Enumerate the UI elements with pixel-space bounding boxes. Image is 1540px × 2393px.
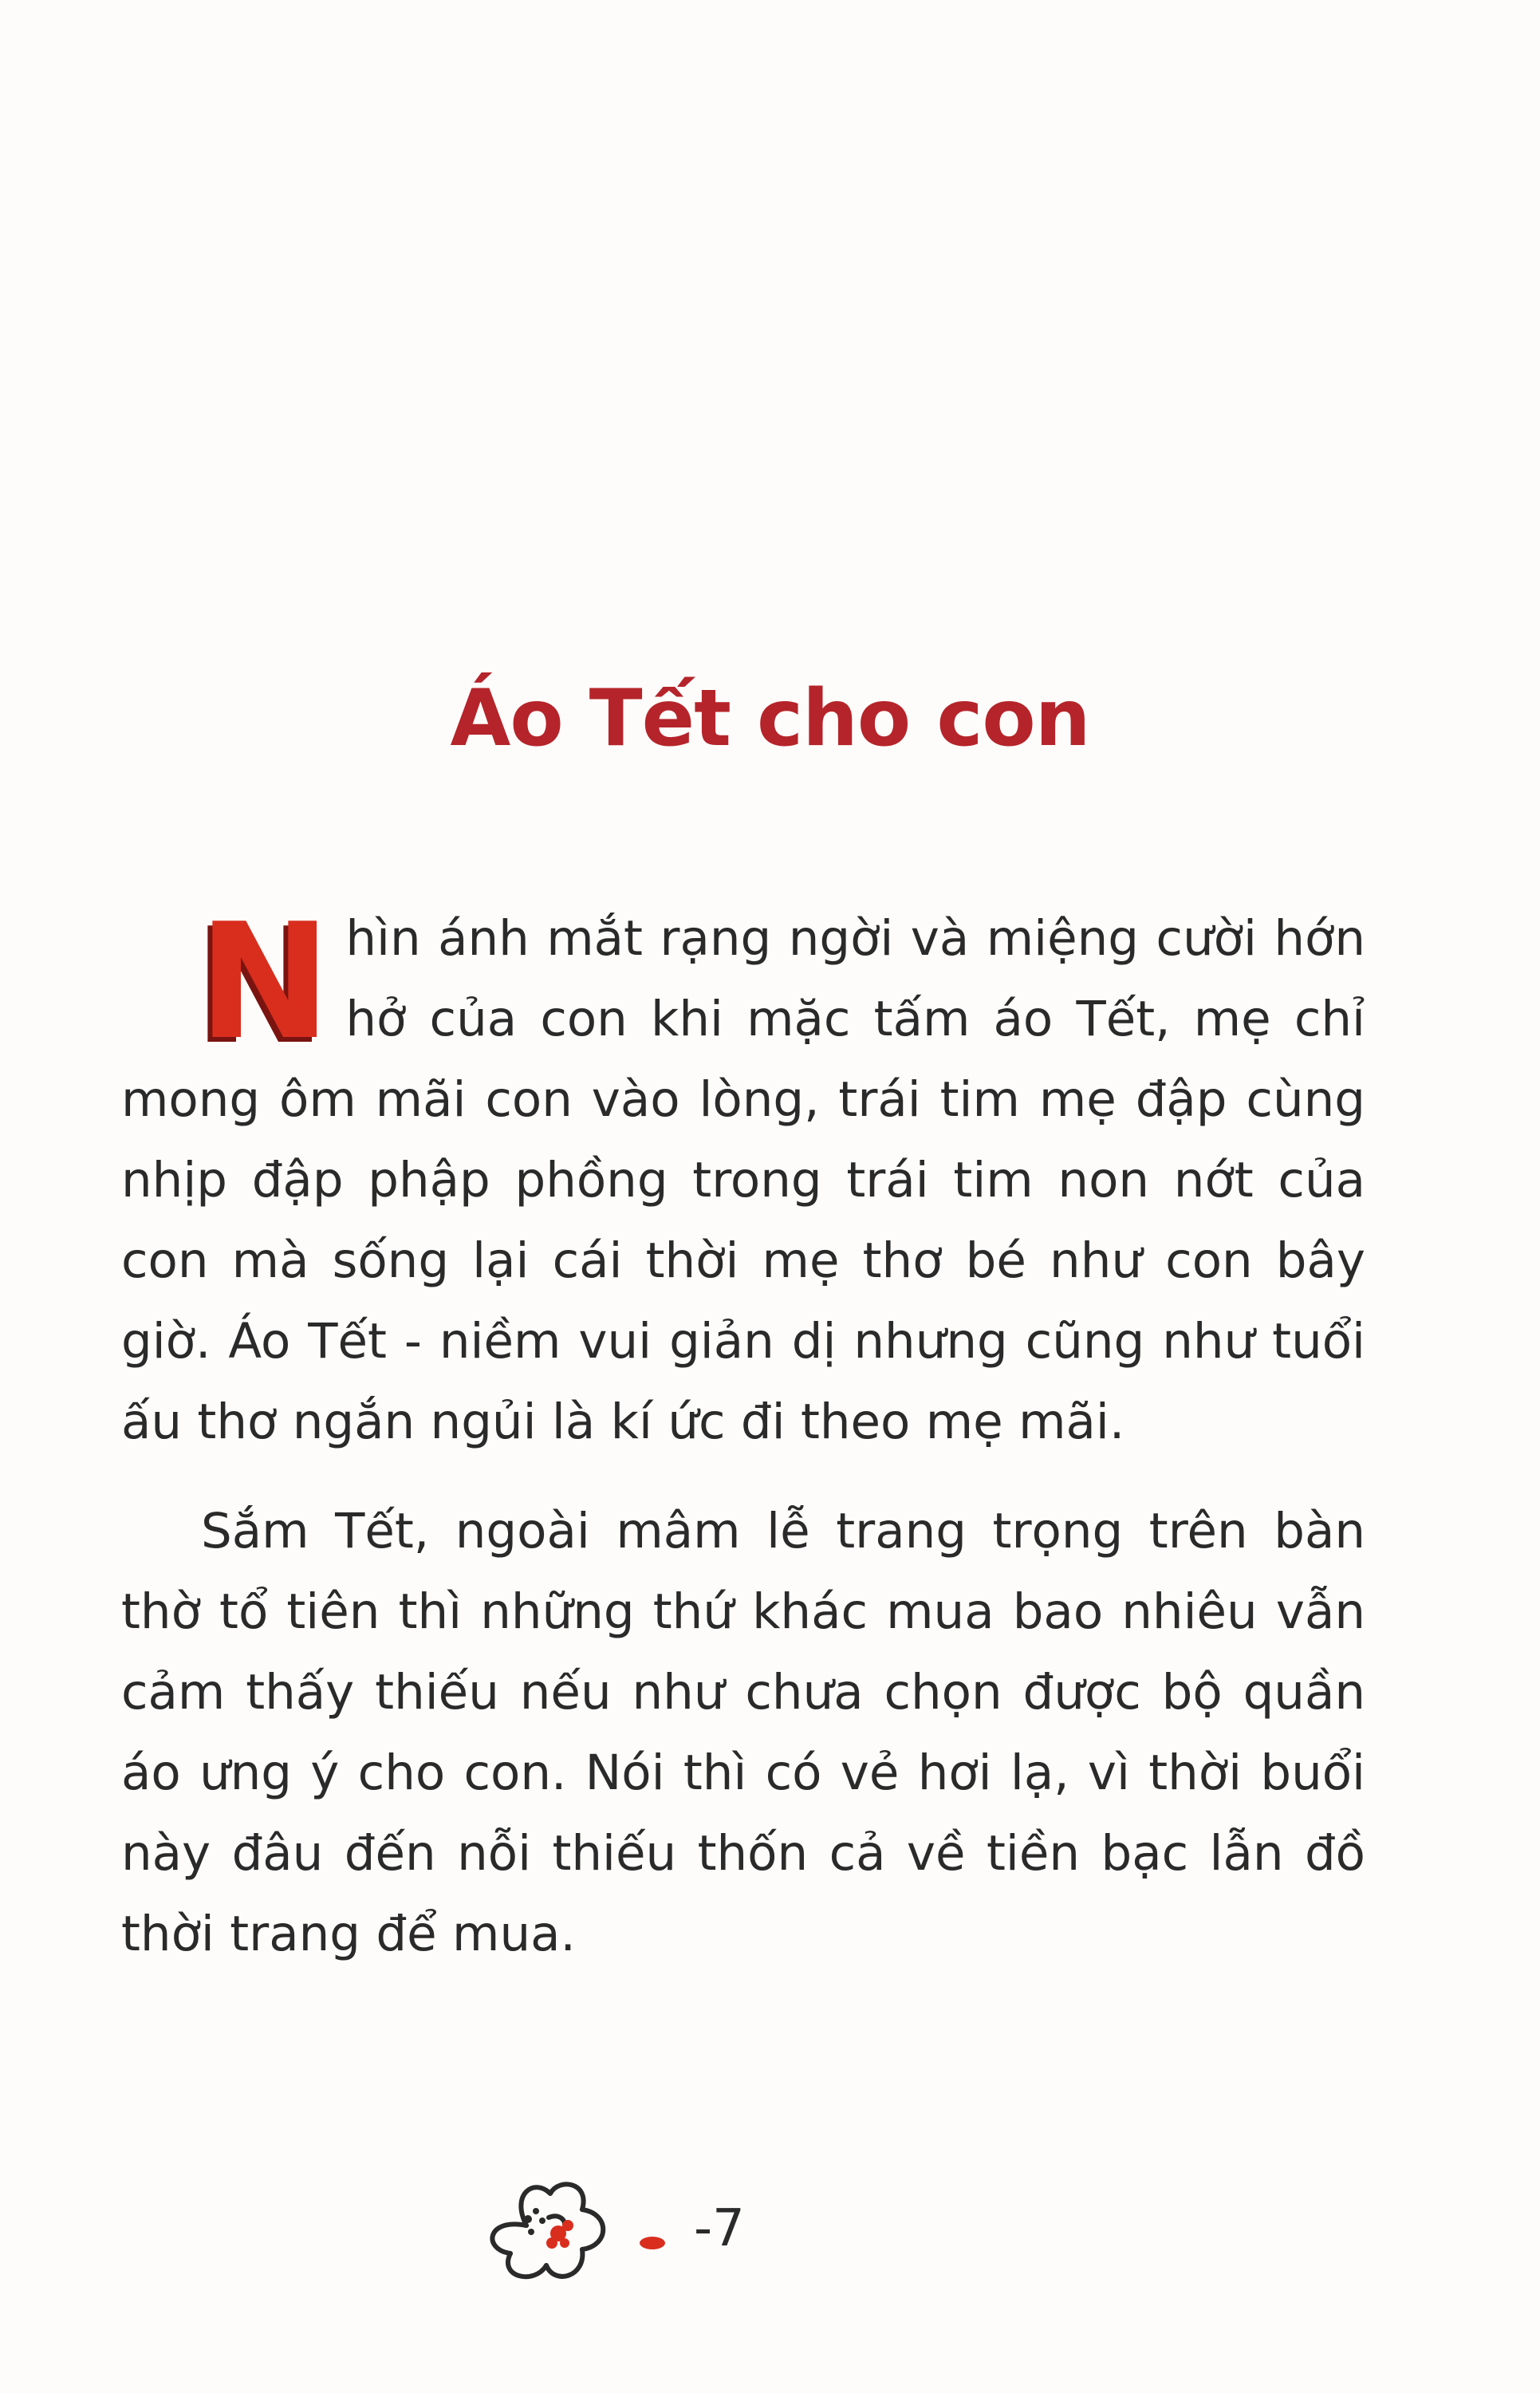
page-number: -7 [694,2199,745,2258]
body-text [121,889,1365,1974]
red-petal-dot [638,2235,667,2251]
apricot-blossom-icon [479,2170,614,2289]
drop-cap: N [198,889,332,1075]
page-title: Áo Tết cho con [450,672,1090,764]
paragraph-1-text: hìn ánh mắt rạng ngời và miệng cười hớn hở của con khi mặc tấm áo Tết, mẹ chỉ mong ôm mãi con vào lòng, trái tim mẹ đập cùng nhịp đập phập phồng trong trái tim non nớt của con mà sống lại cái thời mẹ thơ bé như con bây giờ. Áo Tết - niềm vui giản dị nhưng cũng như tuổi ấu thơ ngắn ngủi là kí ức đi theo mẹ mãi. [121,910,1365,1450]
paragraph-1 [121,889,1365,1462]
paragraph-2: Sắm Tết, ngoài mâm lễ trang trọng trên bàn thờ tổ tiên thì những thứ khác mua bao nhiêu vẫn cảm thấy thiếu nếu như chưa chọn được bộ quần áo ưng ý cho con. Nói thì có vẻ hơi lạ, vì thời buổi này đâu đến nỗi thiếu thốn cả về tiền bạc lẫn đồ thời trang để mua. [121,1503,1365,1962]
page-footer [479,2170,782,2281]
